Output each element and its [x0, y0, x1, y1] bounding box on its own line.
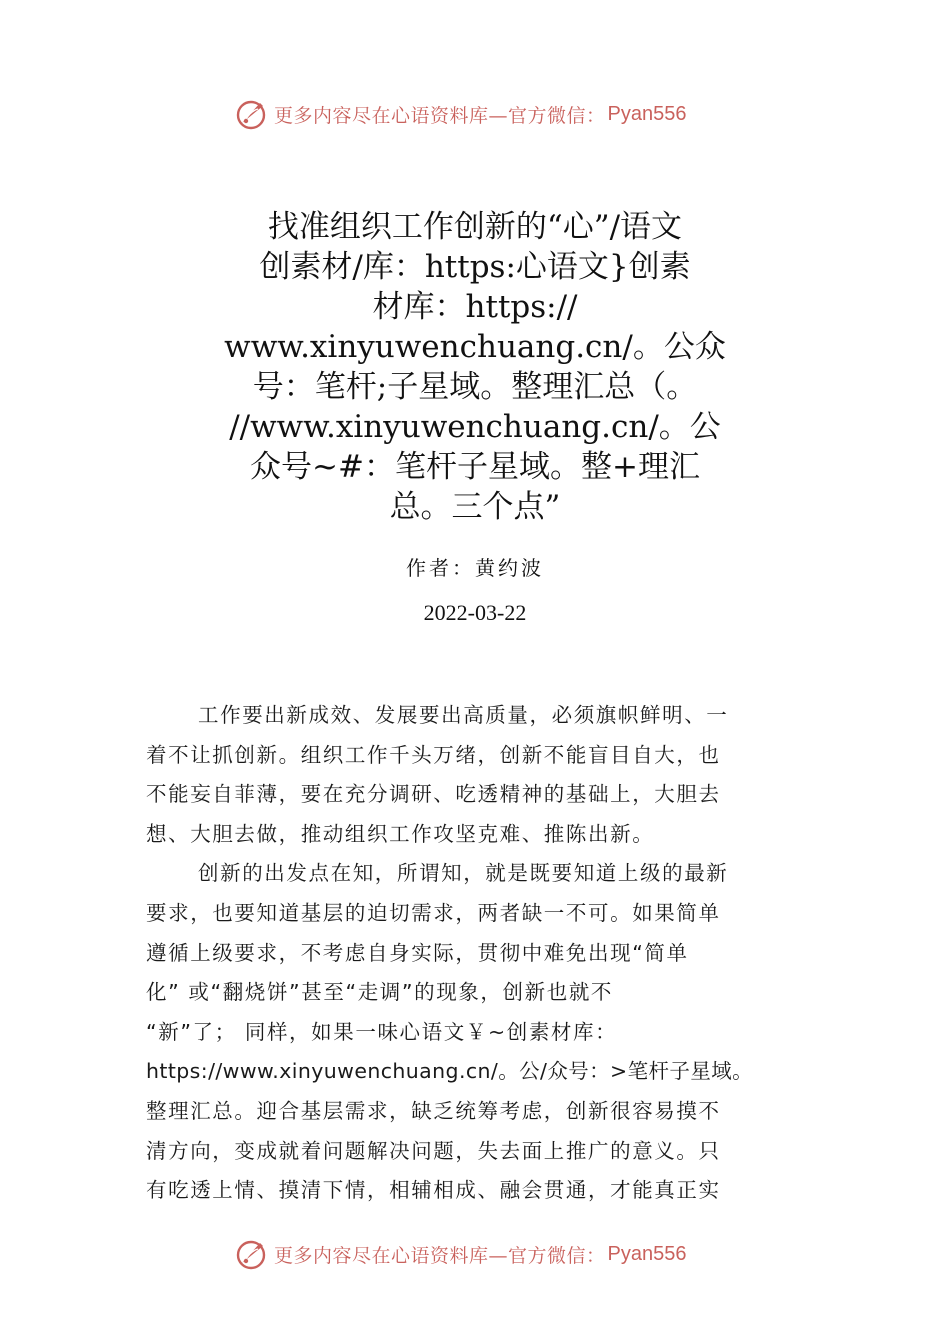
- body-line: 创新的出发点在知，所谓知，就是既要知道上级的最新: [198, 861, 729, 886]
- wechat-id: Pyan556: [607, 1242, 687, 1265]
- title-line: 号：笔杆;子星域。整理汇总（。: [252, 369, 698, 405]
- body-line: 清方向，变成就着问题解决问题，失去面上推广的意义。只: [146, 1138, 721, 1163]
- body-line: 着不让抓创新。组织工作千头万绪，创新不能盲目自大，也: [146, 742, 721, 767]
- title-line: 创素材/库：https:心语文}创素: [259, 249, 691, 285]
- banner-text: 更多内容尽在心语资料库—官方微信：: [274, 104, 606, 127]
- body-line: 有吃透上情、摸清下情，相辅相成、融会贯通，才能真正实: [146, 1178, 721, 1203]
- body-line: “新”了； 同样，如果一味心语文￥~创素材库：: [146, 1019, 618, 1044]
- publish-date: 2022-03-22: [423, 600, 527, 625]
- body-line: 整理汇总。迎合基层需求，缺乏统筹考虑，创新很容易摸不: [146, 1098, 721, 1123]
- quill-logo-icon: [234, 97, 268, 131]
- article-body: [146, 696, 836, 1211]
- title-line: //www.xinyuwenchuang.cn/。公: [229, 409, 721, 445]
- title-line: www.xinyuwenchuang.cn/。公众: [224, 329, 726, 365]
- body-line: 要求，也要知道基层的迫切需求，两者缺一不可。如果简单: [146, 900, 721, 925]
- author-line: 作者：黄约波: [406, 556, 544, 580]
- banner-text: 更多内容尽在心语资料库—官方微信：: [274, 1244, 606, 1267]
- body-line: 遵循上级要求，不考虑自身实际，贯彻中难免出现“简单: [146, 940, 689, 965]
- body-line: 工作要出新成效、发展要出高质量，必须旗帜鲜明、一: [198, 703, 729, 727]
- title-line: 总。三个点”: [389, 489, 561, 525]
- body-line: 化” 或“翻烧饼”甚至“走调”的现象，创新也就不: [146, 980, 614, 1005]
- quill-logo-icon: [234, 1237, 268, 1271]
- title-line: 众号~#：笔杆子星域。整+理汇: [250, 449, 700, 485]
- title-line: 找准组织工作创新的“心”/语文: [267, 209, 683, 245]
- body-line: https://www.xinyuwenchuang.cn/。公/众号：>笔杆子星域。: [146, 1059, 754, 1084]
- wechat-id: Pyan556: [607, 102, 687, 125]
- article-title: [200, 207, 750, 527]
- header-banner: [0, 94, 950, 134]
- title-line: 材库：https://: [372, 289, 578, 325]
- footer-banner: [0, 1234, 950, 1274]
- body-line: 想、大胆去做，推动组织工作攻坚克难、推陈出新。: [146, 821, 655, 846]
- body-line: 不能妄自菲薄，要在充分调研、吃透精神的基础上，大胆去: [146, 782, 721, 807]
